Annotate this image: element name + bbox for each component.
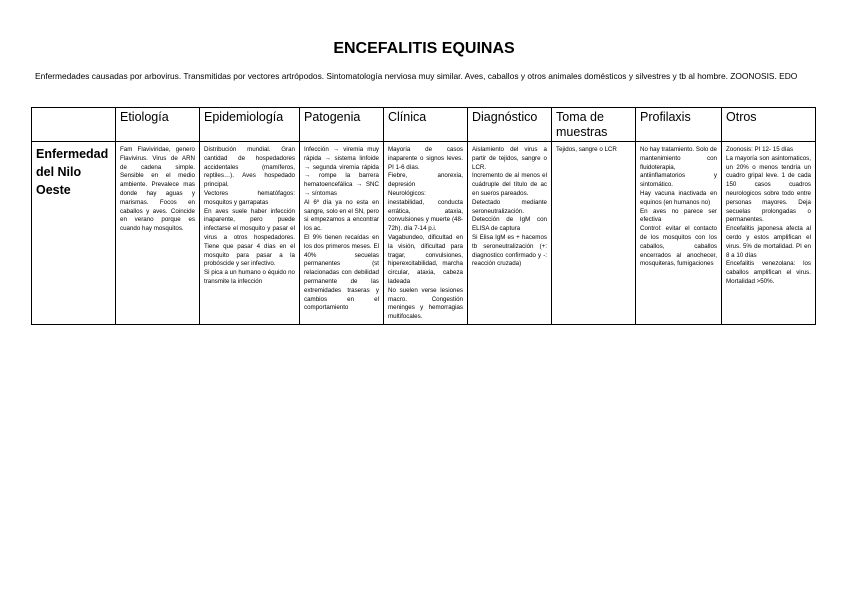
cell-line: Vectores hematófagos: mosquitos y garrapatas [204, 189, 295, 206]
cell-line: Si pica a un humano o équido no transmite la infección [204, 269, 295, 285]
header-epidemiologia: Epidemiología [200, 108, 300, 142]
cell-patogenia [300, 142, 384, 325]
cell-clinica [384, 142, 468, 325]
cell-line: Si Elisa IgM es + hacemos tb seroneutralización (+: diagnostico confirmado y -: reacción cruzada) [472, 233, 547, 268]
cell-line: Aislamiento del virus a partir de tejidos, sangre o LCR. [472, 146, 547, 171]
cell-line: Encefalitis venezolana: los caballos amplifican el virus. Mortalidad >50%. [726, 260, 811, 285]
cell-line: Distribución mundial. Gran cantidad de hospedadores accidentales (mamíferos, reptiles…). Aves hospedado principal. [204, 146, 295, 189]
summary-table [31, 107, 816, 325]
cell-diagnostico [468, 142, 552, 325]
cell-line: Hay vacuna inactivada en equinos (en humanos no) [640, 189, 717, 206]
intro-paragraph: Enfermedades causadas por arbovirus. Transmitidas por vectores artrópodos. Sintomatología nerviosa muy similar. Aves, caballos y otros animales domésticos y silvestres y tb al hombre. ZOONOSIS. EDO [35, 71, 798, 81]
cell-line: Incremento de al menos el cuádruple del título de ac en sueros pareados. [472, 172, 547, 197]
cell-line: Zoonosis: PI 12- 15 días [726, 146, 794, 153]
cell-line: Mayoría de casos inaparente o signos leves. PI 1-6 días. [388, 146, 463, 171]
cell-line: Fiebre, anorexia, depresión [388, 172, 463, 189]
cell-line: Fam Flaviviridae, genero Flavivirus. Virus de ARN de cadena simple. Sensible en el medio ambiente. Prevalece mas donde hay aguas y marismas. Focos en caballos y aves. Coincide en verano porque es cuando hay mosquitos. [120, 146, 195, 233]
cell-line: En aves no parece ser efectiva [640, 207, 717, 224]
cell-otros [722, 142, 816, 325]
header-patogenia: Patogenia [300, 108, 384, 142]
cell-line: Tejidos, sangre o LCR [556, 146, 617, 153]
cell-line: Vagabundeo, dificultad en la visión, dificultad para tragar, convulsiones, hiperexcitabilidad, marcha circular, ataxia, cabeza ladeada [388, 233, 463, 285]
header-etiologia: Etiología [116, 108, 200, 142]
header-empty [32, 108, 116, 142]
cell-profilaxis [636, 142, 722, 325]
header-toma-muestras: Toma de muestras [552, 108, 636, 142]
cell-line: Detectado mediante seroneutralización. [472, 198, 547, 215]
cell-line: No hay tratamiento. Solo de mantenimiento con fluidoterapia, antiinflamatorios y sintomático. [640, 146, 717, 189]
cell-etiologia [116, 142, 200, 325]
cell-line: Neurológicos: inestabilidad, conducta errática, ataxia, convulsiones y muerte (48-72h). día 7-14 p.i. [388, 189, 463, 233]
cell-line: En aves suele haber infección inaparente, pero puede infectarse el mosquito y pasar el virus a otros hospedadores. Tiene que pasar 4 días en el mosquito para pasar a la probóscide y ser infectivo. [204, 207, 295, 268]
cell-line: La mayoría son asintomaticos, un 20% o menos tendría un cuadro gripal leve. 1 de cada 150 casos cuadros neurologicos sobre todo entre personas mayores. Deja secuelas prolongadas o permanentes. [726, 154, 811, 224]
document-title: ENCEFALITIS EQUINAS [333, 40, 515, 57]
header-clinica: Clínica [384, 108, 468, 142]
cell-line: Detección de IgM con ELISA de captura [472, 216, 547, 233]
row-header-nilo-oeste: Enfermedad del Nilo Oeste [32, 142, 116, 325]
header-otros: Otros [722, 108, 816, 142]
cell-line: El 9% tienen recaídas en los dos primeros meses. El 40% secuelas permanentes (st relacionadas con debilidad permanente de las extremidades traseras y cambios en el comportamiento [304, 233, 379, 312]
cell-line: No suelen verse lesiones macro. Congestión meninges y hemorragias multifocales. [388, 286, 463, 321]
cell-toma-muestras [552, 142, 636, 325]
table-row [32, 142, 816, 325]
cell-line: Encefalitis japonesa afecta al cerdo y estos amplifican el virus. 5% de mortalidad. PI en 8 a 10 días [726, 225, 811, 259]
header-profilaxis: Profilaxis [636, 108, 722, 142]
cell-line: Al 6º día ya no esta en sangre, solo en el SN, pero si empezamos a encontrar los ac. [304, 198, 379, 233]
cell-epidemiologia [200, 142, 300, 325]
header-diagnostico: Diagnóstico [468, 108, 552, 142]
header-row [32, 108, 816, 142]
cell-line: Control: evitar el contacto de los mosquitos con los caballos, caballos encerrados al anochecer, mosquiteras, fumigaciones [640, 225, 717, 268]
cell-line: Infección → viremia muy rápida → sistema linfoide → segunda viremia rápida → rompe la barrera hematoencefálica → SNC → síntomas [304, 146, 379, 197]
